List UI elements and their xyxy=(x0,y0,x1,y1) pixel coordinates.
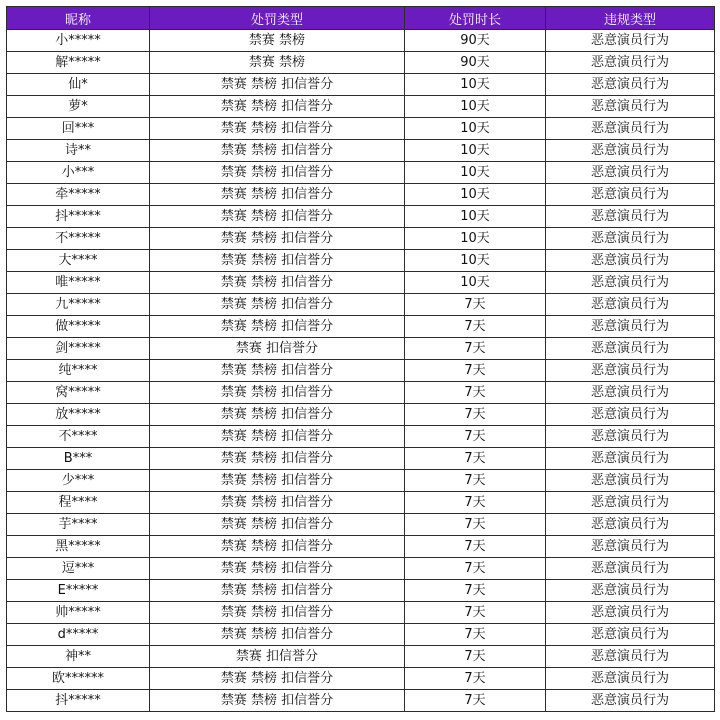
cell-penalty-type: 禁赛 扣信誉分 xyxy=(150,338,405,360)
cell-violation-type: 恶意演员行为 xyxy=(546,206,715,228)
table-header xyxy=(7,7,715,30)
cell-penalty-duration: 10天 xyxy=(405,228,546,250)
cell-violation-type: 恶意演员行为 xyxy=(546,250,715,272)
cell-violation-type: 恶意演员行为 xyxy=(546,140,715,162)
header-row xyxy=(7,7,715,30)
cell-nickname: 唯***** xyxy=(7,272,150,294)
cell-violation-type: 恶意演员行为 xyxy=(546,30,715,52)
table-row xyxy=(7,492,715,514)
cell-nickname: 仙* xyxy=(7,74,150,96)
cell-violation-type: 恶意演员行为 xyxy=(546,272,715,294)
table-row xyxy=(7,690,715,712)
cell-penalty-type: 禁赛 扣信誉分 xyxy=(150,646,405,668)
cell-penalty-duration: 10天 xyxy=(405,184,546,206)
cell-violation-type: 恶意演员行为 xyxy=(546,360,715,382)
cell-violation-type: 恶意演员行为 xyxy=(546,294,715,316)
cell-penalty-duration: 7天 xyxy=(405,470,546,492)
cell-nickname: 回*** xyxy=(7,118,150,140)
cell-penalty-type: 禁赛 禁榜 扣信誉分 xyxy=(150,184,405,206)
cell-penalty-type: 禁赛 禁榜 xyxy=(150,30,405,52)
cell-nickname: 抖***** xyxy=(7,690,150,712)
cell-penalty-type: 禁赛 禁榜 扣信誉分 xyxy=(150,162,405,184)
table-body xyxy=(7,30,715,712)
cell-nickname: d***** xyxy=(7,624,150,646)
cell-penalty-duration: 10天 xyxy=(405,206,546,228)
table-row xyxy=(7,294,715,316)
cell-penalty-type: 禁赛 禁榜 扣信誉分 xyxy=(150,624,405,646)
cell-penalty-type: 禁赛 禁榜 扣信誉分 xyxy=(150,602,405,624)
cell-nickname: 九***** xyxy=(7,294,150,316)
header-penalty-duration: 处罚时长 xyxy=(405,7,546,30)
table-row xyxy=(7,118,715,140)
cell-penalty-type: 禁赛 禁榜 扣信誉分 xyxy=(150,580,405,602)
table-row xyxy=(7,602,715,624)
cell-violation-type: 恶意演员行为 xyxy=(546,668,715,690)
cell-penalty-duration: 7天 xyxy=(405,624,546,646)
cell-nickname: 少*** xyxy=(7,470,150,492)
cell-nickname: 不***** xyxy=(7,228,150,250)
cell-violation-type: 恶意演员行为 xyxy=(546,514,715,536)
cell-penalty-type: 禁赛 禁榜 扣信誉分 xyxy=(150,690,405,712)
table-row xyxy=(7,272,715,294)
cell-violation-type: 恶意演员行为 xyxy=(546,118,715,140)
cell-penalty-duration: 7天 xyxy=(405,448,546,470)
cell-penalty-type: 禁赛 禁榜 扣信誉分 xyxy=(150,514,405,536)
table-row xyxy=(7,338,715,360)
cell-penalty-duration: 7天 xyxy=(405,294,546,316)
cell-penalty-duration: 7天 xyxy=(405,338,546,360)
cell-penalty-type: 禁赛 禁榜 扣信誉分 xyxy=(150,470,405,492)
cell-penalty-type: 禁赛 禁榜 扣信誉分 xyxy=(150,360,405,382)
cell-nickname: 窝***** xyxy=(7,382,150,404)
table-row xyxy=(7,514,715,536)
cell-penalty-duration: 10天 xyxy=(405,74,546,96)
cell-penalty-duration: 7天 xyxy=(405,404,546,426)
cell-penalty-duration: 7天 xyxy=(405,580,546,602)
cell-penalty-duration: 7天 xyxy=(405,426,546,448)
cell-penalty-type: 禁赛 禁榜 xyxy=(150,52,405,74)
cell-penalty-type: 禁赛 禁榜 扣信誉分 xyxy=(150,294,405,316)
table-row xyxy=(7,250,715,272)
cell-violation-type: 恶意演员行为 xyxy=(546,74,715,96)
cell-penalty-type: 禁赛 禁榜 扣信誉分 xyxy=(150,448,405,470)
cell-violation-type: 恶意演员行为 xyxy=(546,184,715,206)
table-row xyxy=(7,580,715,602)
cell-nickname: 程**** xyxy=(7,492,150,514)
cell-nickname: 黑***** xyxy=(7,536,150,558)
cell-violation-type: 恶意演员行为 xyxy=(546,690,715,712)
cell-nickname: 牵***** xyxy=(7,184,150,206)
cell-penalty-type: 禁赛 禁榜 扣信誉分 xyxy=(150,426,405,448)
cell-nickname: 大**** xyxy=(7,250,150,272)
cell-nickname: 放***** xyxy=(7,404,150,426)
cell-nickname: 萝* xyxy=(7,96,150,118)
cell-nickname: 解***** xyxy=(7,52,150,74)
table-row xyxy=(7,668,715,690)
cell-violation-type: 恶意演员行为 xyxy=(546,316,715,338)
cell-penalty-type: 禁赛 禁榜 扣信誉分 xyxy=(150,492,405,514)
cell-nickname: 纯**** xyxy=(7,360,150,382)
cell-nickname: 小***** xyxy=(7,30,150,52)
header-nickname: 昵称 xyxy=(7,7,150,30)
header-penalty-type: 处罚类型 xyxy=(150,7,405,30)
cell-penalty-type: 禁赛 禁榜 扣信誉分 xyxy=(150,74,405,96)
cell-penalty-duration: 7天 xyxy=(405,514,546,536)
cell-penalty-duration: 7天 xyxy=(405,536,546,558)
cell-nickname: E***** xyxy=(7,580,150,602)
cell-penalty-duration: 7天 xyxy=(405,492,546,514)
cell-violation-type: 恶意演员行为 xyxy=(546,426,715,448)
table-row xyxy=(7,30,715,52)
cell-nickname: 逗*** xyxy=(7,558,150,580)
table-row xyxy=(7,624,715,646)
cell-violation-type: 恶意演员行为 xyxy=(546,646,715,668)
cell-penalty-duration: 10天 xyxy=(405,96,546,118)
cell-penalty-type: 禁赛 禁榜 扣信誉分 xyxy=(150,404,405,426)
table-row xyxy=(7,162,715,184)
cell-penalty-duration: 10天 xyxy=(405,250,546,272)
cell-violation-type: 恶意演员行为 xyxy=(546,404,715,426)
cell-violation-type: 恶意演员行为 xyxy=(546,448,715,470)
cell-nickname: 小*** xyxy=(7,162,150,184)
cell-penalty-type: 禁赛 禁榜 扣信誉分 xyxy=(150,316,405,338)
cell-nickname: 诗** xyxy=(7,140,150,162)
table-row xyxy=(7,558,715,580)
cell-penalty-duration: 7天 xyxy=(405,558,546,580)
table-row xyxy=(7,448,715,470)
cell-violation-type: 恶意演员行为 xyxy=(546,338,715,360)
cell-nickname: 剑***** xyxy=(7,338,150,360)
table-row xyxy=(7,536,715,558)
cell-penalty-duration: 7天 xyxy=(405,602,546,624)
cell-penalty-duration: 10天 xyxy=(405,272,546,294)
cell-penalty-type: 禁赛 禁榜 扣信誉分 xyxy=(150,140,405,162)
cell-penalty-type: 禁赛 禁榜 扣信誉分 xyxy=(150,228,405,250)
cell-penalty-type: 禁赛 禁榜 扣信誉分 xyxy=(150,382,405,404)
penalty-table xyxy=(6,6,715,712)
table-row xyxy=(7,206,715,228)
cell-penalty-duration: 90天 xyxy=(405,30,546,52)
table-row xyxy=(7,470,715,492)
cell-penalty-type: 禁赛 禁榜 扣信誉分 xyxy=(150,272,405,294)
cell-penalty-duration: 7天 xyxy=(405,316,546,338)
cell-penalty-type: 禁赛 禁榜 扣信誉分 xyxy=(150,250,405,272)
cell-penalty-duration: 7天 xyxy=(405,690,546,712)
cell-penalty-duration: 7天 xyxy=(405,382,546,404)
cell-violation-type: 恶意演员行为 xyxy=(546,162,715,184)
cell-violation-type: 恶意演员行为 xyxy=(546,228,715,250)
table-row xyxy=(7,360,715,382)
cell-violation-type: 恶意演员行为 xyxy=(546,52,715,74)
cell-penalty-type: 禁赛 禁榜 扣信誉分 xyxy=(150,206,405,228)
cell-violation-type: 恶意演员行为 xyxy=(546,602,715,624)
cell-penalty-duration: 7天 xyxy=(405,360,546,382)
cell-penalty-type: 禁赛 禁榜 扣信誉分 xyxy=(150,96,405,118)
table-row xyxy=(7,52,715,74)
cell-nickname: 欧****** xyxy=(7,668,150,690)
cell-violation-type: 恶意演员行为 xyxy=(546,382,715,404)
cell-nickname: 做***** xyxy=(7,316,150,338)
table-row xyxy=(7,316,715,338)
cell-violation-type: 恶意演员行为 xyxy=(546,624,715,646)
cell-penalty-type: 禁赛 禁榜 扣信誉分 xyxy=(150,558,405,580)
cell-violation-type: 恶意演员行为 xyxy=(546,492,715,514)
cell-nickname: B*** xyxy=(7,448,150,470)
table-row xyxy=(7,228,715,250)
cell-penalty-duration: 90天 xyxy=(405,52,546,74)
cell-penalty-duration: 7天 xyxy=(405,668,546,690)
cell-nickname: 不**** xyxy=(7,426,150,448)
table-row xyxy=(7,404,715,426)
cell-penalty-duration: 10天 xyxy=(405,162,546,184)
penalty-table-container xyxy=(6,6,714,712)
table-row xyxy=(7,426,715,448)
cell-violation-type: 恶意演员行为 xyxy=(546,580,715,602)
table-row xyxy=(7,184,715,206)
cell-nickname: 神** xyxy=(7,646,150,668)
cell-nickname: 抖***** xyxy=(7,206,150,228)
header-violation-type: 违规类型 xyxy=(546,7,715,30)
cell-nickname: 芋**** xyxy=(7,514,150,536)
cell-penalty-duration: 10天 xyxy=(405,140,546,162)
table-row xyxy=(7,74,715,96)
table-row xyxy=(7,140,715,162)
cell-penalty-type: 禁赛 禁榜 扣信誉分 xyxy=(150,118,405,140)
cell-penalty-duration: 7天 xyxy=(405,646,546,668)
table-row xyxy=(7,96,715,118)
cell-nickname: 帅***** xyxy=(7,602,150,624)
cell-violation-type: 恶意演员行为 xyxy=(546,536,715,558)
table-row xyxy=(7,646,715,668)
cell-violation-type: 恶意演员行为 xyxy=(546,470,715,492)
table-row xyxy=(7,382,715,404)
cell-penalty-type: 禁赛 禁榜 扣信誉分 xyxy=(150,536,405,558)
cell-violation-type: 恶意演员行为 xyxy=(546,96,715,118)
cell-violation-type: 恶意演员行为 xyxy=(546,558,715,580)
cell-penalty-type: 禁赛 禁榜 扣信誉分 xyxy=(150,668,405,690)
cell-penalty-duration: 10天 xyxy=(405,118,546,140)
